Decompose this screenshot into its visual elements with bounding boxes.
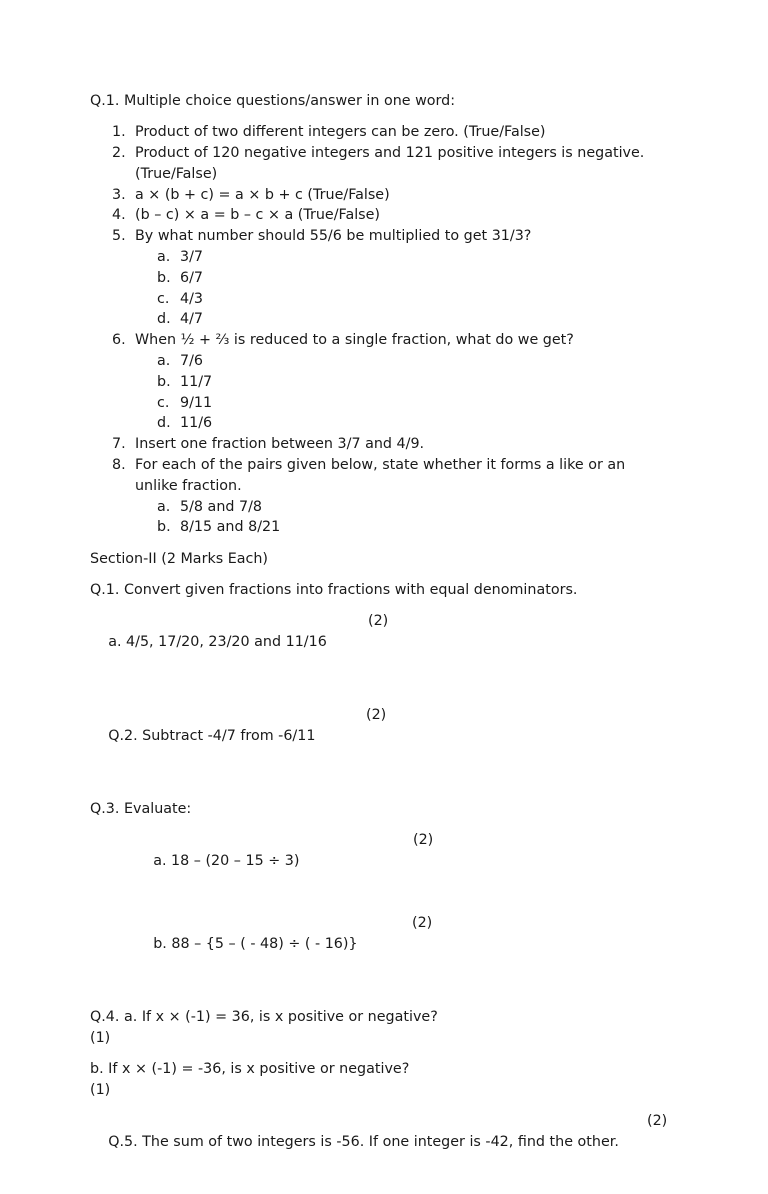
option-list (135, 351, 690, 434)
question-item-6 (90, 330, 690, 434)
option-letter: b. (157, 373, 171, 390)
option-letter: c. (157, 290, 170, 307)
question-item-4 (90, 205, 690, 226)
option-text: 6/7 (180, 269, 204, 286)
section2-q4b-mark: (1) (90, 1081, 111, 1098)
section2-q4b: b. If x × (-1) = -36, is x positive or negative? (90, 1060, 410, 1077)
item-text-continued: (True/False) (135, 165, 218, 182)
q3b-mark: (2) (412, 915, 433, 932)
option-letter: b. (157, 519, 171, 536)
option-item (135, 497, 690, 518)
item-text: Product of 120 negative integers and 121 positive integers is negative. (135, 145, 645, 162)
section2-q1: Q.1. Convert given fractions into fractions with equal denominators. (90, 582, 578, 599)
section2-q4a: Q.4. a. If x × (-1) = 36, is x positive or negative? (90, 1008, 438, 1025)
item-text: Insert one fraction between 3/7 and 4/9. (135, 436, 425, 453)
item-number: 4. (112, 207, 126, 224)
option-text: 3/7 (180, 249, 204, 266)
option-item (135, 372, 690, 393)
item-text-continued: unlike fraction. (135, 477, 242, 494)
question-item-3 (90, 185, 690, 206)
section1-heading: Q.1. Multiple choice questions/answer in one word: (90, 93, 456, 109)
worksheet-page (90, 91, 690, 1194)
item-number: 3. (112, 186, 126, 203)
option-item (135, 247, 690, 268)
item-text: When ½ + ⅔ is reduced to a single fraction, what do we get? (135, 332, 574, 349)
question-item-7 (90, 434, 690, 455)
option-item (135, 289, 690, 310)
q5-text: Q.5. The sum of two integers is -56. If one integer is -42, find the other. (108, 1133, 619, 1150)
item-text: For each of the pairs given below, state whether it forms a like or an (135, 457, 626, 474)
question-item-1 (90, 122, 690, 143)
section2-heading: Section-II (2 Marks Each) (90, 550, 269, 567)
section2-q5 (90, 1111, 690, 1194)
item-number: 8. (112, 457, 126, 474)
option-letter: a. (157, 249, 171, 266)
q1a-text: a. 4/5, 17/20, 23/20 and 11/16 (108, 634, 327, 651)
q2-mark: (2) (366, 707, 387, 724)
option-list (135, 247, 690, 330)
q3b-text: b. 88 – {5 – ( - 48) ÷ ( - 16)} (153, 935, 358, 952)
section2-q2 (90, 705, 690, 788)
question-item-2 (90, 143, 690, 185)
option-letter: a. (157, 498, 171, 515)
option-text: 11/7 (180, 373, 213, 390)
option-text: 7/6 (180, 353, 204, 370)
option-letter: d. (157, 415, 171, 432)
section2-q4a-mark: (1) (90, 1029, 111, 1046)
option-text: 8/15 and 8/21 (180, 519, 281, 536)
q1a-mark: (2) (368, 613, 389, 630)
item-text: a × (b + c) = a × b + c (True/False) (135, 186, 390, 203)
option-item (135, 393, 690, 414)
item-text: Product of two different integers can be zero. (True/False) (135, 124, 546, 141)
option-item (135, 351, 690, 372)
option-letter: b. (157, 269, 171, 286)
section2-q3b (90, 913, 690, 996)
section2-q3: Q.3. Evaluate: (90, 800, 192, 817)
option-list (135, 497, 690, 539)
option-letter: a. (157, 353, 171, 370)
item-number: 5. (112, 228, 126, 245)
q3a-text: a. 18 – (20 – 15 ÷ 3) (153, 852, 300, 869)
option-text: 4/7 (180, 311, 204, 328)
option-item (135, 517, 690, 538)
option-letter: d. (157, 311, 171, 328)
question-item-5 (90, 226, 690, 330)
item-number: 1. (112, 124, 126, 141)
question-list (90, 122, 690, 538)
option-text: 9/11 (180, 394, 213, 411)
item-number: 2. (112, 145, 126, 162)
question-item-8 (90, 455, 690, 538)
option-item (135, 268, 690, 289)
option-text: 11/6 (180, 415, 213, 432)
item-text: (b – c) × a = b – c × a (True/False) (135, 207, 381, 224)
q3a-mark: (2) (413, 832, 434, 848)
option-text: 5/8 and 7/8 (180, 498, 263, 515)
option-item (135, 309, 690, 330)
item-number: 6. (112, 332, 126, 349)
option-item (135, 413, 690, 434)
section2-q1a (90, 611, 690, 694)
q2-text: Q.2. Subtract -4/7 from -6/11 (108, 727, 316, 744)
item-number: 7. (112, 436, 126, 453)
option-text: 4/3 (180, 290, 204, 307)
q5-mark: (2) (647, 1113, 668, 1130)
section2-q3a (90, 830, 690, 913)
option-letter: c. (157, 394, 170, 411)
item-text: By what number should 55/6 be multiplied to get 31/3? (135, 228, 532, 245)
